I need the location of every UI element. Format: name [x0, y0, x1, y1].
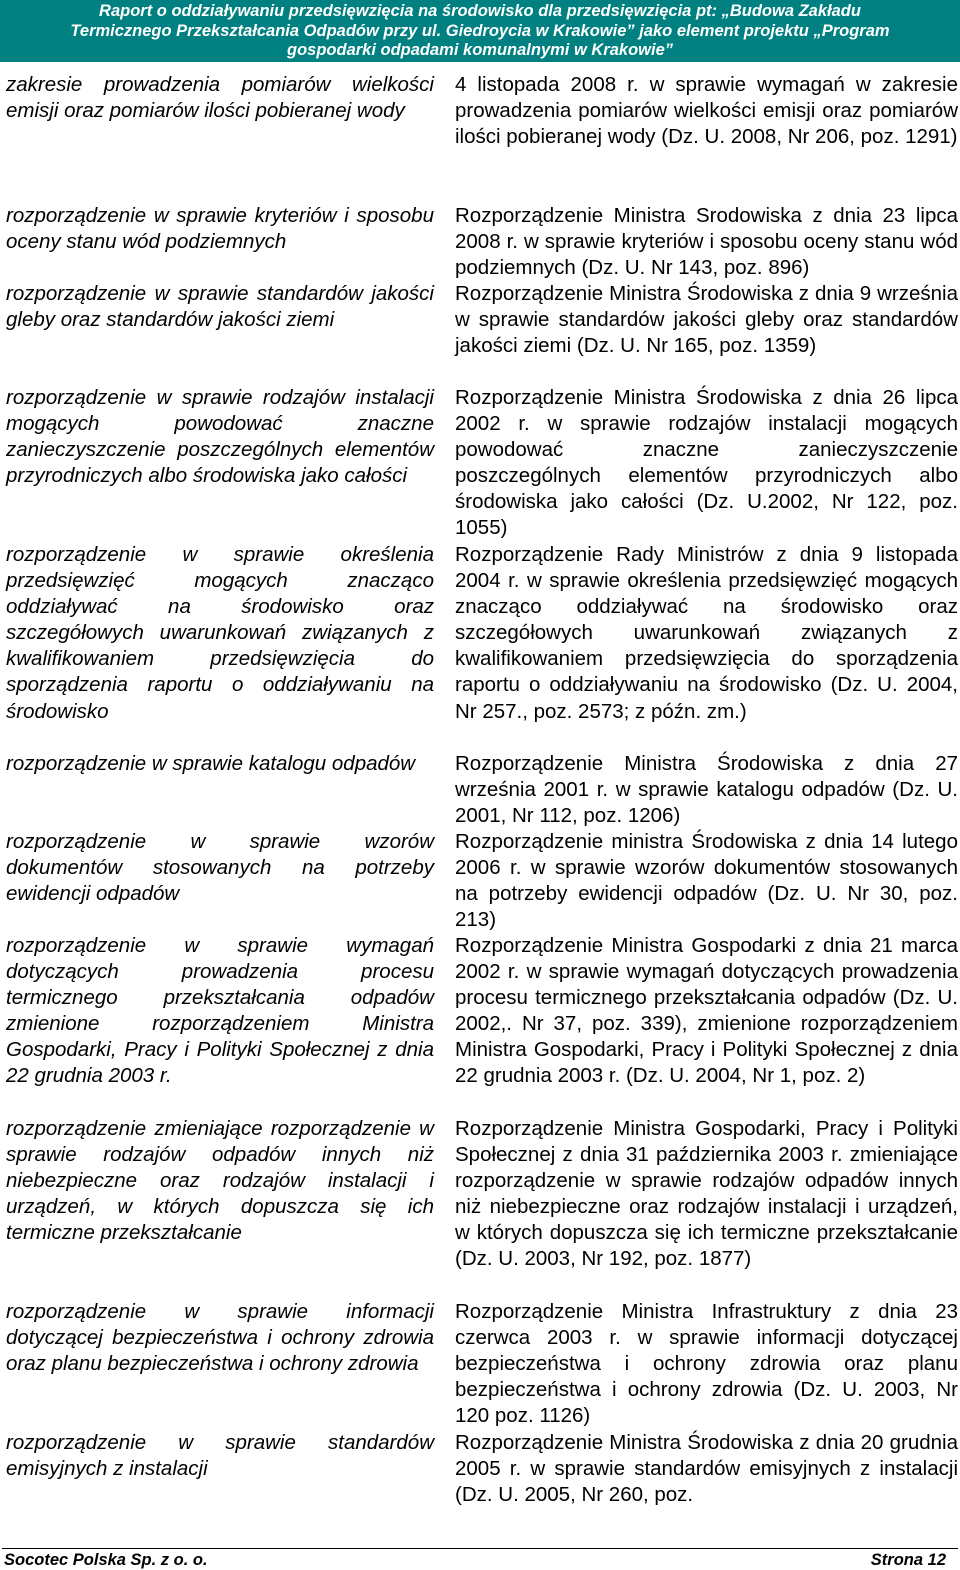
footer-company: Socotec Polska Sp. z o. o.	[4, 1551, 208, 1569]
regulation-reference: Rozporządzenie Ministra Środowiska z dnia 9 września w sprawie standardów jakości gleby oraz standardów jakości ziemi (Dz. U. Nr 165, poz. 1359)	[455, 282, 958, 358]
regulation-reference: 4 listopada 2008 r. w sprawie wymagań w zakresie prowadzenia pomiarów wielkości emisji oraz pomiarów ilości pobieranej wody (Dz. U. 2008, Nr 206, poz. 1291)	[455, 73, 958, 149]
footer-divider	[2, 1548, 958, 1549]
regulation-name: zakresie prowadzenia pomiarów wielkości emisji oraz pomiarów ilości pobieranej wody	[6, 73, 434, 123]
regulation-name: rozporządzenie w sprawie informacji dotyczącej bezpieczeństwa i ochrony zdrowia oraz planu bezpieczeństwa i ochrony zdrowia	[6, 1300, 434, 1376]
regulation-name: rozporządzenie zmieniające rozporządzenie w sprawie rodzajów odpadów innych niż niebezpieczne oraz rodzajów instalacji i urządzeń, w których dopuszcza się ich termiczne przekształcanie	[6, 1117, 434, 1245]
regulation-name: rozporządzenie w sprawie katalogu odpadów	[6, 752, 416, 775]
regulation-name: rozporządzenie w sprawie rodzajów instalacji mogących powodować znaczne zanieczyszczenie poszczególnych elementów przyrodniczych albo środowiska jako całości	[6, 386, 434, 488]
regulation-reference: Rozporządzenie Ministra Środowiska z dnia 26 lipca 2002 r. w sprawie rodzajów instalacji mogących powodować znaczne zanieczyszczenie poszczególnych elementów przyrodniczych albo środowiska jako całości (Dz. U.2002, Nr 122, poz. 1055)	[455, 386, 958, 540]
header-line-2: Termicznego Przekształcania Odpadów przy ul. Giedroycia w Krakowie” jako element projektu „Program	[70, 21, 890, 40]
regulation-name: rozporządzenie w sprawie określenia przedsięwzięć mogących znacząco oddziaływać na środowisko oraz szczegółowych uwarunkowań związanych z kwalifikowaniem przedsięwzięcia do sporządzenia raportu o oddziaływaniu na środowisko	[6, 543, 434, 723]
regulation-reference: Rozporządzenie Rady Ministrów z dnia 9 listopada 2004 r. w sprawie określenia przedsięwzięć mogących znacząco oddziaływać na środowisko oraz szczegółowych uwarunkowań związanych z kwalifikowaniem przedsięwzięcia do sporządzenia raportu o oddziaływaniu na środowisko (Dz. U. 2004, Nr 257., poz. 2573; z późn. zm.)	[455, 543, 958, 723]
regulation-reference: Rozporządzenie Ministra Infrastruktury z dnia 23 czerwca 2003 r. w sprawie informacji dotyczącej bezpieczeństwa i ochrony zdrowia oraz planu bezpieczeństwa i ochrony zdrowia (Dz. U. 2003, Nr 120 poz. 1126)	[455, 1300, 958, 1428]
regulation-reference: Rozporządzenie Ministra Srodowiska z dnia 23 lipca 2008 r. w sprawie kryteriów i sposobu oceny stanu wód podziemnych (Dz. U. Nr 143, poz. 896)	[455, 204, 958, 280]
regulation-reference: Rozporządzenie Ministra Środowiska z dnia 20 grudnia 2005 r. w sprawie standardów emisyjnych z instalacji (Dz. U. 2005, Nr 260, poz.	[455, 1431, 958, 1507]
regulation-name: rozporządzenie w sprawie standardów jakości gleby oraz standardów jakości ziemi	[6, 282, 434, 332]
header-line-3: gospodarki odpadami komunalnymi w Krakowie”	[287, 41, 673, 59]
page-header	[0, 0, 960, 62]
regulation-reference: Rozporządzenie Ministra Gospodarki z dnia 21 marca 2002 r. w sprawie wymagań dotyczących prowadzenia procesu termicznego przekształcania odpadów (Dz. U. 2002,. Nr 37, poz. 339), zmienione rozporządzeniem Ministra Gospodarki, Pracy i Polityki Społecznej z dnia 22 grudnia 2003 r. (Dz. U. 2004, Nr 1, poz. 2)	[455, 934, 958, 1088]
page-number: Strona 12	[870, 1551, 946, 1569]
regulation-reference: Rozporządzenie ministra Środowiska z dnia 14 lutego 2006 r. w sprawie wzorów dokumentów stosowanych na potrzeby ewidencji odpadów (Dz. U. Nr 30, poz. 213)	[455, 830, 958, 932]
regulation-reference: Rozporządzenie Ministra Środowiska z dnia 27 września 2001 r. w sprawie katalogu odpadów (Dz. U. 2001, Nr 112, poz. 1206)	[455, 752, 958, 828]
regulation-reference: Rozporządzenie Ministra Gospodarki, Pracy i Polityki Społecznej z dnia 31 października 2003 r. zmieniające rozporządzenie w sprawie rodzajów odpadów innych niż niebezpieczne oraz rodzajów instalacji i urządzeń, w których dopuszcza się ich termiczne przekształcanie (Dz. U. 2003, Nr 192, poz. 1877)	[455, 1117, 958, 1271]
regulation-name: rozporządzenie w sprawie wzorów dokumentów stosowanych na potrzeby ewidencji odpadów	[6, 830, 434, 906]
regulation-name: rozporządzenie w sprawie wymagań dotyczących prowadzenia procesu termicznego przekształcania odpadów zmienione rozporządzeniem Ministra Gospodarki, Pracy i Polityki Społecznej z dnia 22 grudnia 2003 r.	[6, 934, 434, 1088]
header-line-1: Raport o oddziaływaniu przedsięwzięcia na środowisko dla przedsięwzięcia pt: „Budowa Zakładu	[99, 2, 861, 20]
regulation-name: rozporządzenie w sprawie kryteriów i sposobu oceny stanu wód podziemnych	[6, 204, 434, 254]
regulation-name: rozporządzenie w sprawie standardów emisyjnych z instalacji	[6, 1431, 434, 1481]
